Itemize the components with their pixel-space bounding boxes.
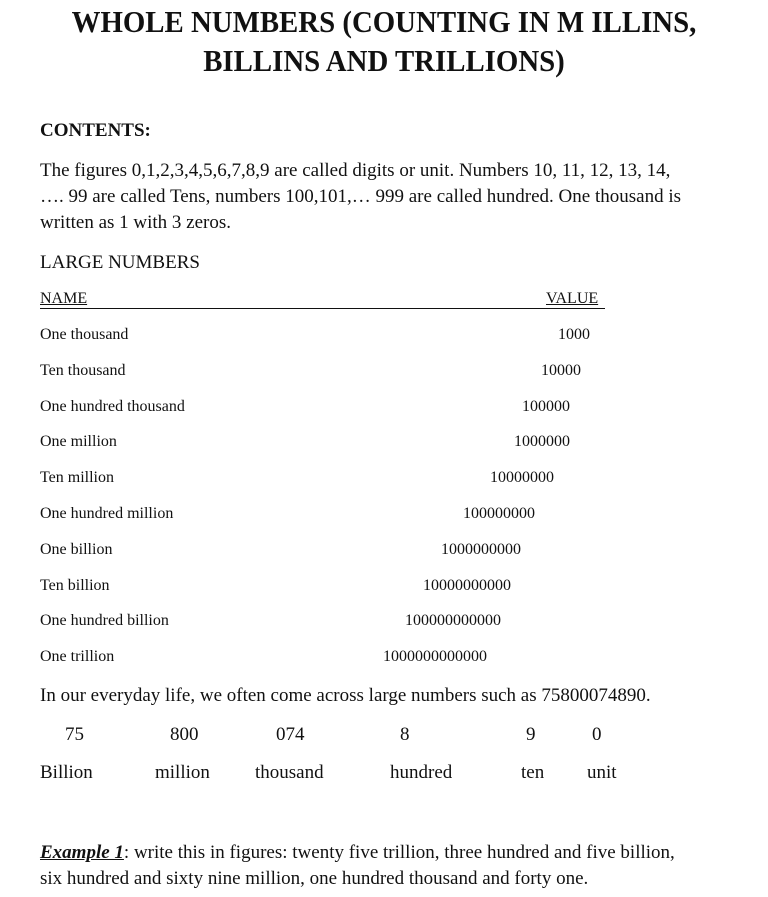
place-value-digits: 75 (65, 724, 84, 745)
table-row-name: One hundred thousand (40, 397, 185, 415)
table-row-name: One trillion (40, 648, 115, 666)
page-title-line-1: WHOLE NUMBERS (COUNTING IN M ILLINS, (71, 4, 697, 39)
table-row-name: One billion (40, 540, 113, 558)
table-row-name: Ten thousand (40, 361, 126, 379)
place-value-label: ten (521, 762, 545, 783)
table-row-value: 10000 (541, 361, 581, 379)
table-row-name: One hundred billion (40, 612, 169, 630)
table-row-name: One hundred million (40, 505, 174, 522)
place-value-digits: 800 (170, 724, 199, 745)
header-underline (40, 308, 605, 309)
table-row-name: One million (40, 433, 117, 451)
intro-line-2: …. 99 are called Tens, numbers 100,101,… 999 are called hundred. One thousand is (40, 186, 681, 207)
place-value-label: unit (587, 762, 617, 783)
table-row-name: Ten million (40, 469, 114, 487)
place-value-label: hundred (390, 762, 453, 783)
table-row-value: 10000000 (490, 469, 554, 487)
example-label: Example 1 (40, 842, 124, 863)
table-row-value: 1000000000000 (383, 648, 487, 666)
contents-heading: CONTENTS: (40, 120, 151, 141)
table-row-value: 100000 (522, 397, 570, 415)
large-numbers-heading: LARGE NUMBERS (40, 252, 200, 273)
table-header-name: NAME (40, 290, 88, 307)
table-row-name: Ten billion (40, 576, 110, 594)
table-row-value: 10000000000 (423, 576, 511, 594)
everyday-sentence: In our everyday life, we often come across large numbers such as 75800074890. (40, 685, 651, 706)
place-value-label: Billion (40, 762, 93, 783)
place-value-digits: 074 (276, 724, 305, 745)
table-row-name: One thousand (40, 326, 129, 343)
table-row-value: 1000 (558, 326, 590, 343)
place-value-digits: 0 (592, 724, 602, 745)
example-line-2: six hundred and sixty nine million, one hundred thousand and forty one. (40, 868, 589, 889)
intro-line-1: The figures 0,1,2,3,4,5,6,7,8,9 are called digits or unit. Numbers 10, 11, 12, 13, 14, (40, 160, 671, 181)
table-row-value: 1000000 (514, 433, 570, 451)
table-row-value: 100000000000 (405, 612, 501, 630)
example-text-1: : write this in figures: twenty five trillion, three hundred and five billion, (123, 842, 675, 863)
place-value-digits: 9 (526, 724, 536, 745)
place-value-label: thousand (255, 762, 324, 783)
table-header-value: VALUE (546, 290, 599, 307)
place-value-label: million (155, 762, 210, 783)
intro-line-3: written as 1 with 3 zeros. (40, 212, 232, 233)
table-row-value: 1000000000 (441, 540, 521, 558)
page-title-line-2: BILLINS AND TRILLIONS) (203, 43, 565, 78)
table-row-value: 100000000 (463, 505, 535, 522)
place-value-digits: 8 (400, 724, 410, 745)
example-line-1 (40, 842, 675, 864)
